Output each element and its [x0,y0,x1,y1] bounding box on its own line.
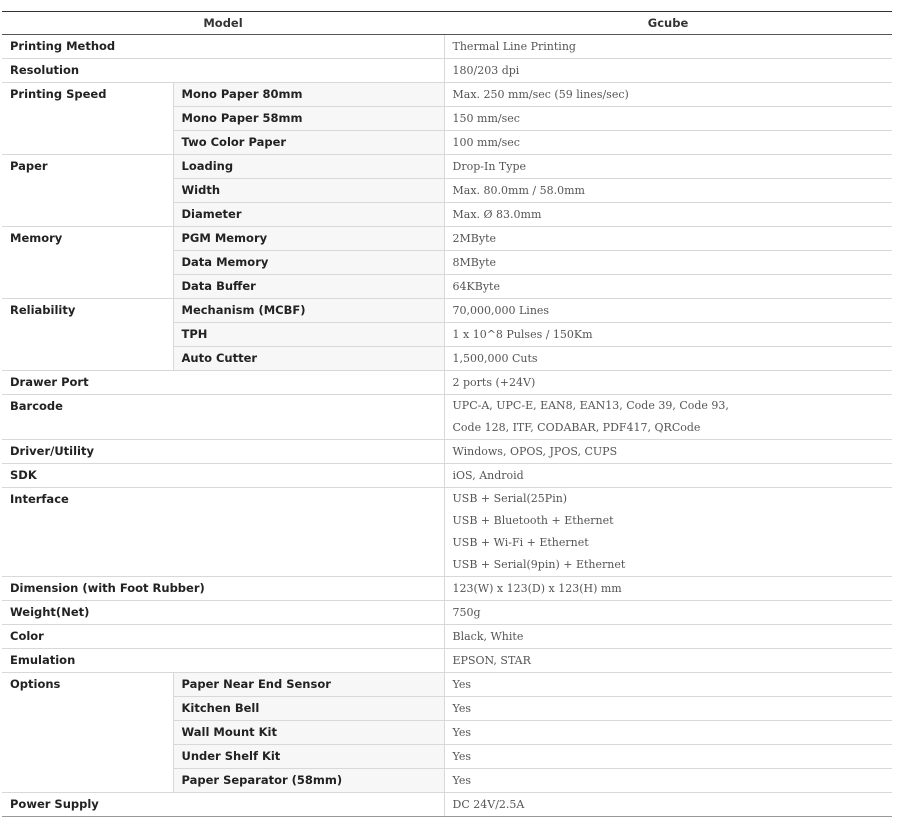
row-value: 180/203 dpi [444,59,892,83]
sub-label: Mono Paper 58mm [173,107,444,131]
header-row [2,12,892,35]
row-value: Yes [444,745,892,769]
row-value: Max. 80.0mm / 58.0mm [444,179,892,203]
value-line: USB + Serial(25Pin) [452,492,568,505]
sub-label: PGM Memory [173,227,444,251]
value-line: Code 128, ITF, CODABAR, PDF417, QRCode [452,421,701,434]
row-value: 64KByte [444,275,892,299]
table-row [2,464,892,488]
value-line: UPC-A, UPC-E, EAN8, EAN13, Code 39, Code 93, [452,399,729,412]
sub-label: Kitchen Bell [173,697,444,721]
table-row [2,395,892,440]
row-label: SDK [2,464,444,488]
table-row [2,59,892,83]
sub-label: Auto Cutter [173,347,444,371]
row-value [444,488,892,577]
row-value: Black, White [444,625,892,649]
table-row [2,577,892,601]
row-value: 123(W) x 123(D) x 123(H) mm [444,577,892,601]
row-value: Drop-In Type [444,155,892,179]
row-value: 2MByte [444,227,892,251]
row-label: Paper [2,155,173,227]
sub-label: Mono Paper 80mm [173,83,444,107]
sub-label: Under Shelf Kit [173,745,444,769]
sub-label: Mechanism (MCBF) [173,299,444,323]
row-value: 8MByte [444,251,892,275]
row-value: EPSON, STAR [444,649,892,673]
table-row [2,625,892,649]
sub-label: Loading [173,155,444,179]
row-value: iOS, Android [444,464,892,488]
row-value: 70,000,000 Lines [444,299,892,323]
sub-label: Paper Separator (58mm) [173,769,444,793]
table-row [2,35,892,59]
row-value: Windows, OPOS, JPOS, CUPS [444,440,892,464]
table-row [2,649,892,673]
sub-label: Paper Near End Sensor [173,673,444,697]
row-label: Reliability [2,299,173,371]
header-product: Gcube [444,12,892,35]
table-row [2,371,892,395]
row-label: Printing Speed [2,83,173,155]
row-label: Drawer Port [2,371,444,395]
row-label: Interface [2,488,444,577]
header-model: Model [2,12,444,35]
row-value: 750g [444,601,892,625]
row-label: Emulation [2,649,444,673]
value-line: USB + Bluetooth + Ethernet [452,514,614,527]
value-line: USB + Serial(9pin) + Ethernet [452,558,626,571]
row-label: Memory [2,227,173,299]
row-value: Thermal Line Printing [444,35,892,59]
row-label: Dimension (with Foot Rubber) [2,577,444,601]
sub-label: Width [173,179,444,203]
row-label: Weight(Net) [2,601,444,625]
sub-label: Data Buffer [173,275,444,299]
sub-label: Wall Mount Kit [173,721,444,745]
row-label: Driver/Utility [2,440,444,464]
row-value: Yes [444,769,892,793]
table-row [2,299,892,323]
row-label: Color [2,625,444,649]
row-value: Yes [444,721,892,745]
row-value: 1 x 10^8 Pulses / 150Km [444,323,892,347]
row-value: Max. 250 mm/sec (59 lines/sec) [444,83,892,107]
table-row [2,83,892,107]
table-row [2,155,892,179]
row-value [444,395,892,440]
row-label: Power Supply [2,793,444,817]
sub-label: Data Memory [173,251,444,275]
row-value: 1,500,000 Cuts [444,347,892,371]
sub-label: TPH [173,323,444,347]
row-label: Printing Method [2,35,444,59]
value-line: USB + Wi-Fi + Ethernet [452,536,589,549]
row-label: Resolution [2,59,444,83]
row-label: Barcode [2,395,444,440]
row-value: DC 24V/2.5A [444,793,892,817]
table-row [2,488,892,577]
row-value: 150 mm/sec [444,107,892,131]
sub-label: Diameter [173,203,444,227]
table-row [2,601,892,625]
spec-table [2,11,892,817]
table-row [2,440,892,464]
row-value: Yes [444,673,892,697]
sub-label: Two Color Paper [173,131,444,155]
row-value: Max. Ø 83.0mm [444,203,892,227]
row-value: 100 mm/sec [444,131,892,155]
row-value: Yes [444,697,892,721]
table-row [2,793,892,817]
table-row [2,227,892,251]
row-label: Options [2,673,173,793]
row-value: 2 ports (+24V) [444,371,892,395]
table-row [2,673,892,697]
